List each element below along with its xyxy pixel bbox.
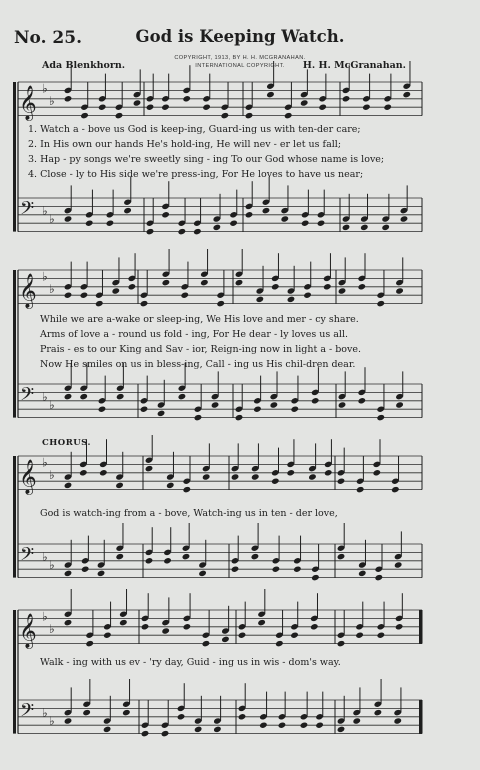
note-head-icon — [355, 632, 364, 639]
note-head-icon — [202, 473, 211, 480]
verse-1-line-1: 1. Watch a - bove us God is keep-ing, Guard-ing us with ten-der care; — [28, 124, 361, 135]
verse-2-line-2: Arms of love a - round us fold - ing, For He dear - ly loves us all. — [40, 329, 349, 340]
flat-sign-icon: ♭ — [49, 212, 55, 227]
note-head-icon — [64, 292, 73, 299]
note-head-icon — [284, 112, 293, 119]
note-head-icon — [221, 112, 230, 119]
note-head-icon — [303, 292, 312, 299]
flat-sign-icon: ♭ — [49, 714, 55, 729]
note-head-icon — [80, 112, 89, 119]
note-head-icon — [358, 570, 367, 577]
note-head-icon — [145, 465, 154, 472]
note-head-icon — [82, 709, 91, 716]
system-brace — [13, 270, 16, 418]
note-head-icon — [356, 486, 365, 493]
note-head-icon — [162, 279, 171, 286]
note-head-icon — [213, 726, 222, 733]
note-head-icon — [99, 469, 108, 476]
note-head-icon — [231, 473, 240, 480]
note-head-icon — [161, 627, 170, 634]
note-head-icon — [395, 401, 404, 408]
verse-2-line-1: 2. In His own our hands He's hold-ing, He will nev - er let us fall; — [28, 139, 342, 150]
note-head-icon — [308, 473, 317, 480]
note-head-icon — [280, 215, 289, 222]
note-head-icon — [377, 632, 386, 639]
flat-sign-icon: ♭ — [49, 398, 55, 413]
note-head-icon — [182, 553, 191, 560]
note-head-icon — [146, 228, 155, 235]
note-head-icon — [180, 292, 189, 299]
note-head-icon — [253, 406, 262, 413]
note-head-icon — [381, 224, 390, 231]
note-head-icon — [337, 553, 346, 560]
note-head-icon — [85, 220, 94, 227]
treble-clef-icon: 𝄞 — [19, 273, 37, 309]
note-head-icon — [402, 91, 411, 98]
note-head-icon — [146, 104, 155, 111]
note-head-icon — [98, 406, 107, 413]
note-head-icon — [338, 287, 347, 294]
note-head-icon — [193, 228, 202, 235]
note-head-icon — [64, 482, 73, 489]
note-head-icon — [310, 623, 319, 630]
note-head-icon — [290, 632, 299, 639]
note-head-icon — [64, 95, 73, 102]
flat-sign-icon: ♭ — [42, 455, 48, 470]
note-head-icon — [391, 486, 400, 493]
note-head-icon — [245, 112, 254, 119]
flat-sign-icon: ♭ — [49, 468, 55, 483]
note-head-icon — [194, 726, 203, 733]
note-head-icon — [373, 469, 382, 476]
author-credit: Ada Blenkhorn. — [42, 60, 126, 71]
note-head-icon — [183, 623, 192, 630]
flat-sign-icon: ♭ — [42, 609, 48, 624]
note-head-icon — [393, 717, 402, 724]
system-brace — [13, 610, 16, 734]
treble-clef-icon: 𝄞 — [19, 85, 37, 121]
note-head-icon — [323, 283, 332, 290]
note-head-icon — [141, 730, 150, 737]
flat-sign-icon: ♭ — [49, 94, 55, 109]
verse-4-line-1: 4. Close - ly to His side we're press-ing, For He loves to have us near; — [28, 169, 364, 180]
note-head-icon — [178, 228, 187, 235]
note-head-icon — [360, 224, 369, 231]
note-head-icon — [202, 640, 211, 647]
note-head-icon — [358, 397, 367, 404]
bass-clef-icon: 𝄢 — [20, 384, 35, 410]
note-head-icon — [257, 619, 266, 626]
note-head-icon — [342, 224, 351, 231]
note-head-icon — [271, 478, 280, 485]
note-head-icon — [337, 726, 346, 733]
note-head-icon — [64, 215, 73, 222]
note-head-icon — [85, 640, 94, 647]
note-head-icon — [161, 211, 170, 218]
note-head-icon — [64, 717, 73, 724]
bass-clef-icon: 𝄢 — [20, 544, 35, 570]
note-head-icon — [115, 553, 124, 560]
note-head-icon — [177, 713, 186, 720]
note-head-icon — [352, 717, 361, 724]
copyright-line: COPYRIGHT, 1913, BY H. H. MCGRANAHAN. — [174, 55, 306, 61]
note-head-icon — [324, 469, 333, 476]
note-head-icon — [245, 211, 254, 218]
flat-sign-icon: ♭ — [42, 81, 48, 96]
note-head-icon — [97, 570, 106, 577]
system-brace — [13, 82, 16, 232]
note-head-icon — [157, 410, 166, 417]
note-head-icon — [317, 220, 326, 227]
note-head-icon — [106, 220, 115, 227]
note-head-icon — [376, 414, 385, 421]
note-head-icon — [293, 566, 302, 573]
flat-sign-icon: ♭ — [49, 558, 55, 573]
note-head-icon — [103, 726, 112, 733]
note-head-icon — [216, 300, 225, 307]
note-head-icon — [79, 469, 88, 476]
note-head-icon — [80, 292, 89, 299]
note-head-icon — [103, 632, 112, 639]
note-head-icon — [221, 636, 230, 643]
hymn-title: God is Keeping Watch. — [135, 27, 345, 46]
note-head-icon — [338, 401, 347, 408]
bass-clef-icon: 𝄢 — [20, 198, 35, 224]
note-head-icon — [235, 414, 244, 421]
note-head-icon — [161, 104, 170, 111]
note-head-icon — [395, 287, 404, 294]
note-head-icon — [183, 486, 192, 493]
note-head-icon — [300, 99, 309, 106]
note-head-icon — [318, 104, 327, 111]
note-head-icon — [115, 482, 124, 489]
note-head-icon — [115, 112, 124, 119]
chorus-label: CHORUS. — [42, 438, 91, 448]
note-head-icon — [301, 220, 310, 227]
note-head-icon — [128, 283, 137, 290]
final-bar-line — [419, 610, 422, 644]
final-bar-line — [419, 700, 422, 734]
note-head-icon — [231, 566, 240, 573]
note-head-icon — [362, 104, 371, 111]
note-head-icon — [95, 300, 104, 307]
treble-clef-icon: 𝄞 — [19, 459, 37, 495]
note-head-icon — [251, 473, 260, 480]
note-head-icon — [337, 478, 346, 485]
note-head-icon — [238, 713, 247, 720]
note-head-icon — [140, 406, 149, 413]
note-head-icon — [262, 207, 271, 214]
note-head-icon — [123, 207, 132, 214]
chorus-line-2: Walk - ing with us ev - 'ry day, Guid - ing us in wis - dom's way. — [40, 657, 341, 668]
verse-3-line-1: 3. Hap - py songs we're sweetly sing - ing To our God whose name is love; — [28, 154, 385, 165]
note-head-icon — [376, 300, 385, 307]
note-head-icon — [235, 279, 244, 286]
flat-sign-icon: ♭ — [42, 203, 48, 218]
note-head-icon — [395, 623, 404, 630]
flat-sign-icon: ♭ — [49, 282, 55, 297]
hymn-number: No. 25. — [14, 28, 82, 48]
note-head-icon — [256, 296, 265, 303]
note-head-icon — [202, 104, 211, 111]
note-head-icon — [275, 640, 284, 647]
note-head-icon — [271, 283, 280, 290]
note-head-icon — [122, 709, 131, 716]
note-head-icon — [278, 722, 287, 729]
note-head-icon — [290, 406, 299, 413]
flat-sign-icon: ♭ — [42, 389, 48, 404]
note-head-icon — [111, 287, 120, 294]
note-head-icon — [315, 722, 324, 729]
bass-clef-icon: 𝄢 — [20, 700, 35, 726]
note-head-icon — [270, 401, 279, 408]
note-head-icon — [211, 401, 220, 408]
copyright-line: INTERNATIONAL COPYRIGHT. — [195, 63, 285, 69]
treble-clef-icon: 𝄞 — [19, 613, 37, 649]
flat-sign-icon: ♭ — [42, 269, 48, 284]
note-head-icon — [98, 104, 107, 111]
note-head-icon — [140, 300, 149, 307]
note-head-icon — [394, 561, 403, 568]
note-head-icon — [300, 722, 309, 729]
note-head-icon — [400, 215, 409, 222]
note-head-icon — [311, 574, 320, 581]
note-head-icon — [229, 220, 238, 227]
note-head-icon — [64, 619, 73, 626]
note-head-icon — [81, 566, 90, 573]
note-head-icon — [238, 632, 247, 639]
note-head-icon — [287, 296, 296, 303]
note-head-icon — [166, 482, 175, 489]
system-brace — [13, 456, 16, 578]
note-head-icon — [64, 570, 73, 577]
note-head-icon — [161, 730, 170, 737]
note-head-icon — [251, 553, 260, 560]
note-head-icon — [182, 95, 191, 102]
flat-sign-icon: ♭ — [42, 549, 48, 564]
note-head-icon — [342, 95, 351, 102]
note-head-icon — [64, 393, 73, 400]
note-head-icon — [119, 619, 128, 626]
note-head-icon — [383, 104, 392, 111]
note-head-icon — [194, 414, 203, 421]
note-head-icon — [200, 279, 209, 286]
flat-sign-icon: ♭ — [49, 622, 55, 637]
note-head-icon — [272, 566, 281, 573]
note-head-icon — [198, 570, 207, 577]
note-head-icon — [266, 91, 275, 98]
note-head-icon — [259, 722, 268, 729]
note-head-icon — [358, 283, 367, 290]
note-head-icon — [79, 393, 88, 400]
note-head-icon — [311, 397, 320, 404]
chorus-line-1: God is watch-ing from a - bove, Watch-ing us in ten - der love, — [40, 508, 338, 519]
verse-3-line-2: Prais - es to our King and Sav - ior, Reign-ing now in light a - bove. — [40, 344, 362, 355]
note-head-icon — [178, 393, 187, 400]
note-head-icon — [213, 224, 222, 231]
note-head-icon — [116, 393, 125, 400]
note-head-icon — [145, 557, 154, 564]
note-head-icon — [286, 469, 295, 476]
note-head-icon — [141, 623, 150, 630]
verse-1-line-2: While we are a-wake or sleep-ing, We His love and mer - cy share. — [40, 314, 359, 325]
note-head-icon — [374, 709, 383, 716]
flat-sign-icon: ♭ — [42, 705, 48, 720]
verse-4-line-2: Now He smiles on us in bless-ing, Call - ing us His chil-dren dear. — [40, 359, 356, 370]
composer-credit: H. H. McGranahan. — [302, 60, 406, 71]
note-head-icon — [337, 640, 346, 647]
note-head-icon — [163, 557, 172, 564]
note-head-icon — [133, 99, 142, 106]
note-head-icon — [375, 574, 384, 581]
